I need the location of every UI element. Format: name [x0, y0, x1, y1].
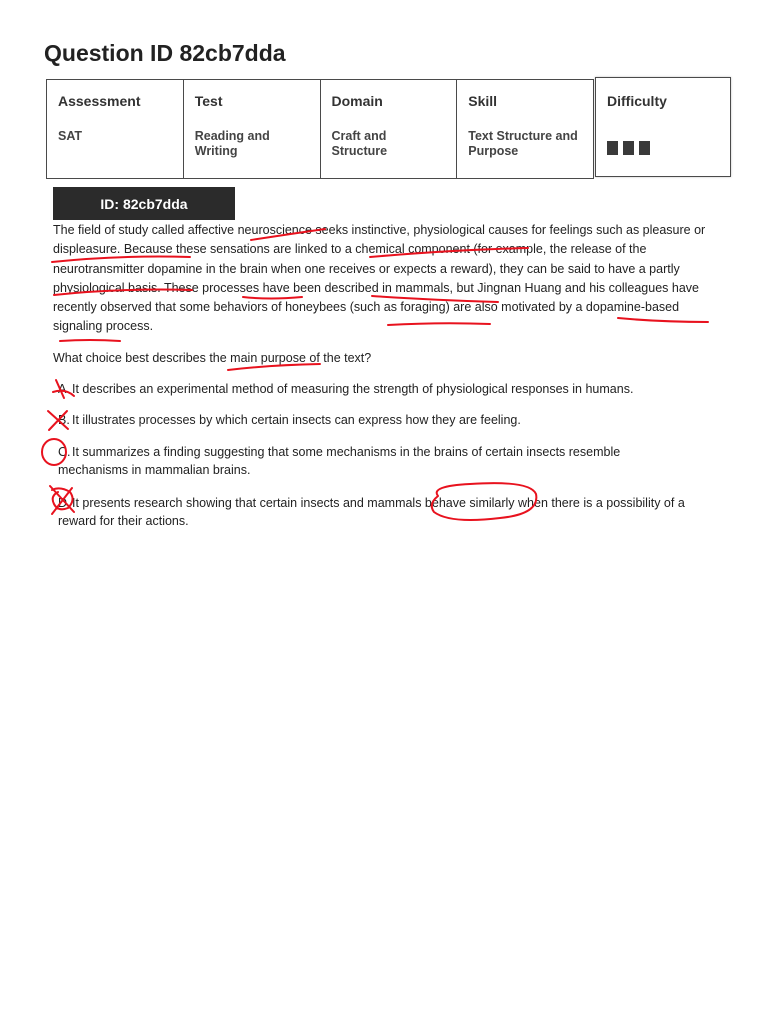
meta-value-domain: Craft and Structure — [331, 129, 388, 158]
answer-choice-c[interactable] — [58, 443, 658, 479]
choice-letter: D. — [58, 496, 71, 510]
meta-value-test: Reading and Writing — [194, 129, 270, 158]
question-id-banner: ID: 82cb7dda — [53, 187, 235, 220]
difficulty-bar — [607, 141, 618, 155]
difficulty-cell — [595, 77, 731, 177]
choice-letter: A. — [58, 382, 70, 396]
meta-header-skill: Skill — [468, 93, 498, 109]
meta-header-test: Test — [194, 93, 223, 109]
meta-header-domain: Domain — [331, 93, 383, 109]
choice-text: It summarizes a finding suggesting that some mechanisms in the brains of certain insects resemble mechanisms in mammalian brains. — [58, 445, 621, 477]
page-title: Question ID 82cb7dda — [44, 40, 286, 66]
meta-header-assessment: Assessment — [58, 93, 141, 109]
choice-text: It describes an experimental method of measuring the strength of physiological responses in humans. — [72, 382, 634, 396]
answer-choice-d[interactable] — [58, 494, 718, 530]
difficulty-indicator — [607, 141, 730, 155]
underline-dopamine — [60, 340, 120, 341]
answer-choice-a[interactable] — [58, 380, 718, 398]
meta-cell-domain — [320, 80, 457, 179]
passage-text: The field of study called affective neuroscience seeks instinctive, physiological causes for feelings such as pleasure or displeasure. Because these sensations are linked to a chemical component (for example, the release of the neurotransmitter dopamine in the brain when one receives or expects a reward), they can be said to have a partly physiological basis. These processes have been described in mammals, but Jingnan Huang and his colleagues have recently observed that some behaviors of honeybees (such as foraging) are also motivated by a dopamine-based signaling process. — [53, 223, 706, 334]
meta-cell-skill — [457, 80, 594, 179]
difficulty-bar — [623, 141, 634, 155]
meta-cell-test — [183, 80, 320, 179]
choice-text: It illustrates processes by which certain insects can express how they are feeling. — [72, 413, 521, 427]
meta-value-assessment: SAT — [58, 129, 83, 143]
meta-header-difficulty: Difficulty — [607, 93, 667, 109]
choice-text: It presents research showing that certain insects and mammals behave similarly when there is a possibility of a reward for their actions. — [58, 496, 685, 528]
choice-letter: C. — [58, 445, 71, 459]
question-stem: What choice best describes the main purpose of the text? — [53, 351, 372, 365]
question-meta-table — [46, 79, 594, 179]
difficulty-bar — [639, 141, 650, 155]
meta-cell-assessment — [47, 80, 184, 179]
choice-letter: B. — [58, 413, 70, 427]
meta-value-skill: Text Structure and Purpose — [468, 129, 578, 158]
answer-choice-b[interactable] — [58, 411, 718, 429]
